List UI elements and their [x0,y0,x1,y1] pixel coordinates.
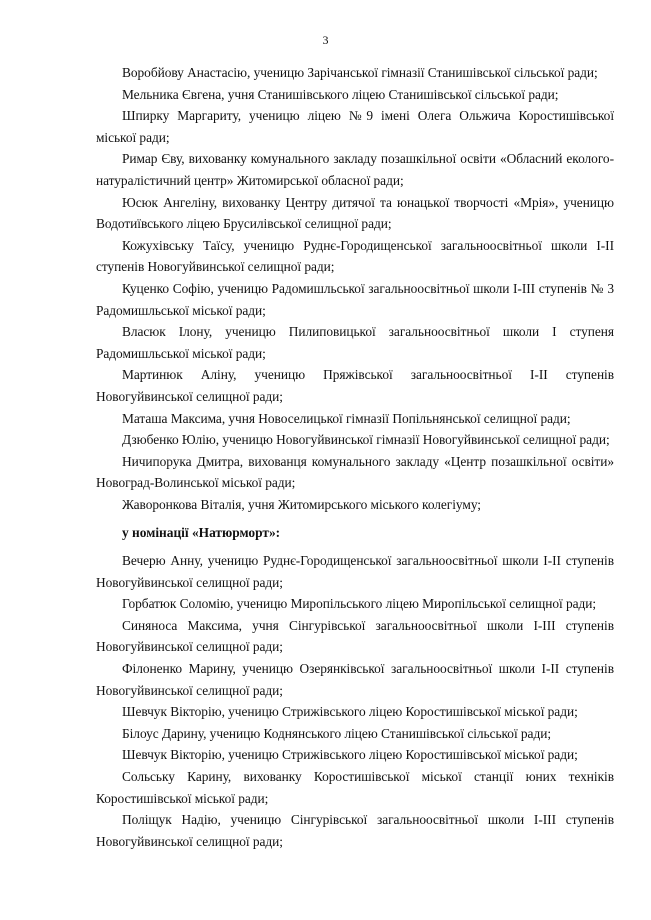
list-item: Сольську Карину, вихованку Коростишівської міської станції юних техніків Коростишівської міської ради; [96,769,614,806]
list-item: Римар Єву, вихованку комунального закладу позашкільної освіти «Обласний еколого-натуралістичний центр» Житомирської обласної ради; [96,151,614,188]
list-item: Шевчук Вікторію, ученицю Стрижівського ліцею Коростишівської міської ради; [122,747,578,763]
nomination-heading: у номінації «Натюрморт»: [122,525,281,541]
list-item: Ничипорука Дмитра, вихованця комунального закладу «Центр позашкільної освіти» Новоград-Волинської міської ради; [96,453,614,491]
list-item: Філоненко Марину, ученицю Озерянківської загальноосвітньої школи І-ІІ ступенів Новогуйвинської селищної ради; [96,661,614,698]
list-item: Білоус Дарину, ученицю Коднянського ліцею Станишівської сільської ради; [122,725,551,741]
list-item: Мельника Євгена, учня Станишівського ліцею Станишівської сільської ради; [122,86,559,102]
page-number: 3 [322,33,329,47]
list-item: Синяноса Максима, учня Сінгурівської загальноосвітньої школи І-ІІІ ступенів Новогуйвинської селищної ради; [96,617,614,655]
list-item: Маташа Максима, учня Новоселицької гімназії Попільнянської селищної ради; [122,410,571,426]
list-item: Власюк Ілону, ученицю Пилиповицької загальноосвітньої школи І ступеня Радомишльської міської ради; [96,324,614,361]
list-item: Вечерю Анну, ученицю Руднє-Городищенської загальноосвітньої школи І-ІІ ступенів Новогуйвинської селищної ради; [96,553,614,590]
list-item: Жаворонкова Віталія, учня Житомирського міського колегіуму; [122,496,481,512]
list-item: Шевчук Вікторію, ученицю Стрижівського ліцею Коростишівської міської ради; [122,704,578,720]
list-item: Мартинюк Аліну, ученицю Пряжівської загальноосвітньої І-ІІ ступенів Новогуйвинської селищної ради; [96,367,614,404]
list-item: Кожухівську Таїсу, ученицю Руднє-Городищенської загальноосвітньої школи І-ІІ ступенів Новогуйвинської селищної ради; [96,237,614,275]
list-item: Юсюк Ангеліну, вихованку Центру дитячої та юнацької творчості «Мрія», ученицю Водотиївського ліцею Брусилівської селищної ради; [96,194,614,232]
list-item: Дзюбенко Юлію, ученицю Новогуйвинської гімназії Новогуйвинської селищної ради; [122,432,610,448]
list-item: Поліщук Надію, ученицю Сінгурівської загальноосвітньої школи І-ІІІ ступенів Новогуйвинської селищної ради; [96,812,614,849]
list-item: Шпирку Маргариту, ученицю ліцею №9 імені Олега Ольжича Коростишівської міської ради; [96,108,614,145]
list-item: Воробйову Анастасію, ученицю Зарічанської гімназії Станишівської сільської ради; [122,65,598,80]
list-item: Горбатюк Соломію, ученицю Миропільського ліцею Миропільської селищної ради; [122,596,597,612]
list-item: Куценко Софію, ученицю Радомишльської загальноосвітньої школи І-ІІІ ступенів № 3 Радомишльської міської ради; [96,280,614,318]
entries-list [96,62,614,852]
